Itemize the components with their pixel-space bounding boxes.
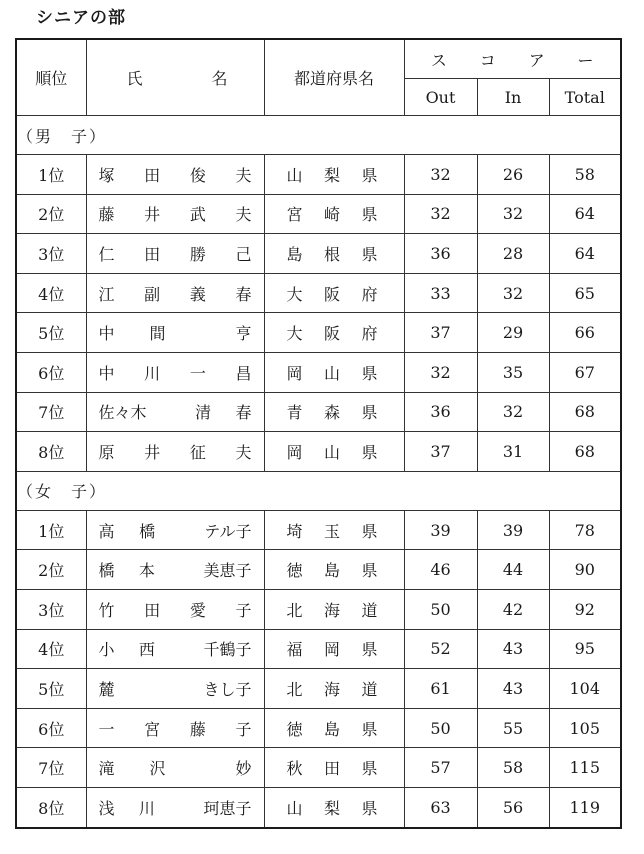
total-score-cell: 67 <box>549 352 621 392</box>
table-row <box>16 352 621 392</box>
table-row <box>16 313 621 353</box>
prefecture-char: 海 <box>323 679 340 699</box>
prefecture-cell <box>264 234 404 274</box>
prefecture-char: 県 <box>361 244 378 264</box>
in-score-cell: 32 <box>477 273 549 313</box>
name-part: 井 <box>144 442 161 462</box>
prefecture-char: 島 <box>286 244 303 264</box>
rank-cell: 5位 <box>16 313 86 353</box>
out-score-cell: 32 <box>404 352 477 392</box>
score-header-char: ア <box>528 50 545 70</box>
table-header <box>16 39 621 116</box>
prefecture-char: 府 <box>361 284 378 304</box>
name-part: 江 <box>98 284 115 304</box>
name-cell <box>86 432 264 472</box>
name-cell <box>86 629 264 669</box>
rank-cell: 2位 <box>16 194 86 234</box>
name-part: 川 <box>144 363 161 383</box>
in-score-cell: 39 <box>477 510 549 550</box>
name-part: 佐々木 <box>98 403 147 423</box>
total-header: Total <box>549 79 621 116</box>
name-part: 美恵子 <box>203 561 252 581</box>
out-score-cell: 57 <box>404 748 477 788</box>
rank-cell: 7位 <box>16 748 86 788</box>
prefecture-char: 島 <box>323 561 340 581</box>
name-part: 浅 <box>98 798 115 818</box>
out-score-cell: 32 <box>404 194 477 234</box>
table-row <box>16 550 621 590</box>
name-part: 橋 <box>98 561 115 581</box>
prefecture-char: 県 <box>361 205 378 225</box>
name-part: 高 <box>98 521 115 541</box>
total-score-cell: 64 <box>549 194 621 234</box>
prefecture-char: 県 <box>361 165 378 185</box>
prefecture-char: 県 <box>361 561 378 581</box>
name-part: 千鶴子 <box>203 640 252 660</box>
in-score-cell: 42 <box>477 589 549 629</box>
table-row <box>16 194 621 234</box>
name-part: 亨 <box>235 324 252 344</box>
total-score-cell: 65 <box>549 273 621 313</box>
prefecture-cell <box>264 432 404 472</box>
total-score-cell: 78 <box>549 510 621 550</box>
out-score-cell: 36 <box>404 234 477 274</box>
out-score-cell: 33 <box>404 273 477 313</box>
prefecture-char: 徳 <box>286 561 303 581</box>
prefecture-cell <box>264 669 404 709</box>
name-part: 田 <box>144 244 161 264</box>
total-score-cell: 90 <box>549 550 621 590</box>
total-score-cell: 105 <box>549 708 621 748</box>
rank-cell: 8位 <box>16 787 86 827</box>
prefecture-char: 徳 <box>286 719 303 739</box>
rank-cell: 6位 <box>16 708 86 748</box>
prefecture-cell <box>264 273 404 313</box>
name-part: 滝 <box>98 759 115 779</box>
name-part: きし子 <box>203 679 252 699</box>
score-header-char: ー <box>577 50 594 70</box>
name-part: 田 <box>144 165 161 185</box>
prefecture-char: 阪 <box>323 284 340 304</box>
name-part: 橋 <box>139 521 156 541</box>
name-part: 己 <box>235 244 252 264</box>
table-row <box>16 589 621 629</box>
name-part: 藤 <box>98 205 115 225</box>
section-label: （女 子） <box>16 471 621 510</box>
prefecture-char: 玉 <box>323 521 340 541</box>
prefecture-char: 県 <box>361 521 378 541</box>
name-part: 井 <box>144 205 161 225</box>
rank-cell: 2位 <box>16 550 86 590</box>
name-part: 一 <box>98 719 115 739</box>
prefecture-char: 大 <box>286 324 303 344</box>
prefecture-cell <box>264 510 404 550</box>
name-part: 春 <box>235 403 252 423</box>
out-score-cell: 46 <box>404 550 477 590</box>
rank-cell: 6位 <box>16 352 86 392</box>
rank-cell: 1位 <box>16 155 86 195</box>
prefecture-char: 山 <box>286 798 303 818</box>
prefecture-char: 阪 <box>323 324 340 344</box>
rank-cell: 5位 <box>16 669 86 709</box>
total-score-cell: 68 <box>549 392 621 432</box>
total-score-cell: 58 <box>549 155 621 195</box>
table-row <box>16 629 621 669</box>
page-title: シニアの部 <box>36 8 126 28</box>
in-score-cell: 35 <box>477 352 549 392</box>
prefecture-char: 北 <box>286 679 303 699</box>
prefecture-cell <box>264 155 404 195</box>
name-part: 夫 <box>235 442 252 462</box>
name-part: 征 <box>189 442 206 462</box>
name-part: 義 <box>189 284 206 304</box>
table-row <box>16 787 621 827</box>
name-part: 塚 <box>98 165 115 185</box>
name-part: 俊 <box>189 165 206 185</box>
in-score-cell: 32 <box>477 194 549 234</box>
prefecture-char: 北 <box>286 600 303 620</box>
out-score-cell: 63 <box>404 787 477 827</box>
name-cell <box>86 392 264 432</box>
table-row <box>16 669 621 709</box>
name-cell <box>86 510 264 550</box>
out-score-cell: 37 <box>404 313 477 353</box>
name-part: 子 <box>235 600 252 620</box>
in-score-cell: 26 <box>477 155 549 195</box>
prefecture-char: 県 <box>361 798 378 818</box>
name-part: 珂恵子 <box>203 798 252 818</box>
prefecture-char: 県 <box>361 759 378 779</box>
total-score-cell: 66 <box>549 313 621 353</box>
prefecture-char: 埼 <box>286 521 303 541</box>
prefecture-char: 梨 <box>323 165 340 185</box>
name-cell <box>86 194 264 234</box>
prefecture-char: 県 <box>361 640 378 660</box>
prefecture-char: 秋 <box>286 759 303 779</box>
in-header: In <box>477 79 549 116</box>
prefecture-char: 福 <box>286 640 303 660</box>
prefecture-cell <box>264 550 404 590</box>
name-part: 田 <box>144 600 161 620</box>
rank-cell: 4位 <box>16 629 86 669</box>
name-part: 副 <box>144 284 161 304</box>
prefecture-cell <box>264 392 404 432</box>
prefecture-char: 道 <box>361 679 378 699</box>
name-part: 昌 <box>235 363 252 383</box>
name-part: 藤 <box>189 719 206 739</box>
name-part: 清 <box>195 403 212 423</box>
name-part: テル子 <box>204 521 252 541</box>
table-row <box>16 708 621 748</box>
prefecture-char: 梨 <box>323 798 340 818</box>
name-part: 子 <box>235 719 252 739</box>
rank-cell: 3位 <box>16 589 86 629</box>
in-score-cell: 31 <box>477 432 549 472</box>
name-cell <box>86 352 264 392</box>
prefecture-char: 岡 <box>286 363 303 383</box>
table-row <box>16 392 621 432</box>
prefecture-char: 県 <box>361 719 378 739</box>
out-score-cell: 50 <box>404 589 477 629</box>
prefecture-char: 府 <box>361 324 378 344</box>
score-header-char: コ <box>479 50 496 70</box>
name-part: 原 <box>98 442 115 462</box>
prefecture-char: 根 <box>323 244 340 264</box>
name-part: 麓 <box>98 679 115 699</box>
name-cell <box>86 234 264 274</box>
name-part: 竹 <box>98 600 115 620</box>
score-header <box>404 39 621 79</box>
total-score-cell: 119 <box>549 787 621 827</box>
prefecture-cell <box>264 589 404 629</box>
table-row <box>16 273 621 313</box>
men-section <box>16 116 621 155</box>
prefecture-char: 宮 <box>286 205 303 225</box>
prefecture-cell <box>264 629 404 669</box>
total-score-cell: 68 <box>549 432 621 472</box>
name-cell <box>86 669 264 709</box>
total-score-cell: 95 <box>549 629 621 669</box>
total-score-cell: 104 <box>549 669 621 709</box>
name-part: 仁 <box>98 244 115 264</box>
prefecture-char: 山 <box>286 165 303 185</box>
prefecture-char: 大 <box>286 284 303 304</box>
name-part: 中 <box>98 324 115 344</box>
out-score-cell: 36 <box>404 392 477 432</box>
name-cell <box>86 708 264 748</box>
prefecture-char: 山 <box>323 363 340 383</box>
name-part: 春 <box>235 284 252 304</box>
prefecture-cell <box>264 787 404 827</box>
name-part: 宮 <box>144 719 161 739</box>
out-score-cell: 52 <box>404 629 477 669</box>
in-score-cell: 44 <box>477 550 549 590</box>
total-score-cell: 92 <box>549 589 621 629</box>
prefecture-char: 海 <box>323 600 340 620</box>
prefecture-char: 青 <box>286 403 303 423</box>
in-score-cell: 28 <box>477 234 549 274</box>
table-body <box>16 116 621 828</box>
name-part: 愛 <box>189 600 206 620</box>
name-part: 武 <box>189 205 206 225</box>
in-score-cell: 43 <box>477 629 549 669</box>
prefecture-cell <box>264 194 404 234</box>
in-score-cell: 32 <box>477 392 549 432</box>
out-score-cell: 37 <box>404 432 477 472</box>
name-cell <box>86 589 264 629</box>
name-part: 沢 <box>149 759 166 779</box>
table-row <box>16 155 621 195</box>
name-cell <box>86 787 264 827</box>
table-row <box>16 432 621 472</box>
in-score-cell: 29 <box>477 313 549 353</box>
out-score-cell: 32 <box>404 155 477 195</box>
name-part: 勝 <box>189 244 206 264</box>
out-score-cell: 39 <box>404 510 477 550</box>
name-cell <box>86 748 264 788</box>
prefecture-char: 山 <box>323 442 340 462</box>
in-score-cell: 43 <box>477 669 549 709</box>
rank-cell: 4位 <box>16 273 86 313</box>
name-cell <box>86 273 264 313</box>
rank-header: 順位 <box>16 39 86 116</box>
women-section <box>16 471 621 510</box>
rank-cell: 3位 <box>16 234 86 274</box>
results-table <box>15 38 622 829</box>
prefecture-char: 島 <box>323 719 340 739</box>
prefecture-char: 田 <box>323 759 340 779</box>
prefecture-char: 崎 <box>323 205 340 225</box>
name-part: 夫 <box>235 165 252 185</box>
prefecture-cell <box>264 708 404 748</box>
table-row <box>16 748 621 788</box>
total-score-cell: 115 <box>549 748 621 788</box>
prefecture-char: 県 <box>361 442 378 462</box>
name-part: 中 <box>98 363 115 383</box>
prefecture-header: 都道府県名 <box>264 39 404 116</box>
prefecture-cell <box>264 313 404 353</box>
in-score-cell: 56 <box>477 787 549 827</box>
in-score-cell: 58 <box>477 748 549 788</box>
prefecture-char: 岡 <box>286 442 303 462</box>
name-part: 夫 <box>235 205 252 225</box>
out-score-cell: 50 <box>404 708 477 748</box>
name-part: 本 <box>138 561 155 581</box>
table-row <box>16 234 621 274</box>
name-header-char: 名 <box>211 69 228 88</box>
out-score-cell: 61 <box>404 669 477 709</box>
name-part: 西 <box>138 640 155 660</box>
name-header-char: 氏 <box>126 69 143 88</box>
name-part: 妙 <box>235 759 252 779</box>
name-cell <box>86 155 264 195</box>
prefecture-char: 岡 <box>323 640 340 660</box>
prefecture-char: 県 <box>361 363 378 383</box>
name-part: 小 <box>98 640 115 660</box>
score-header-char: ス <box>430 50 447 70</box>
rank-cell: 8位 <box>16 432 86 472</box>
name-cell <box>86 550 264 590</box>
prefecture-cell <box>264 352 404 392</box>
table-row <box>16 510 621 550</box>
out-header: Out <box>404 79 477 116</box>
prefecture-cell <box>264 748 404 788</box>
section-label: （男 子） <box>16 116 621 155</box>
prefecture-char: 県 <box>361 403 378 423</box>
prefecture-char: 森 <box>323 403 340 423</box>
name-cell <box>86 313 264 353</box>
total-score-cell: 64 <box>549 234 621 274</box>
in-score-cell: 55 <box>477 708 549 748</box>
name-part: 間 <box>149 324 166 344</box>
prefecture-char: 道 <box>361 600 378 620</box>
name-part: 一 <box>189 363 206 383</box>
name-part: 川 <box>138 798 155 818</box>
name-header <box>86 39 264 116</box>
rank-cell: 7位 <box>16 392 86 432</box>
rank-cell: 1位 <box>16 510 86 550</box>
